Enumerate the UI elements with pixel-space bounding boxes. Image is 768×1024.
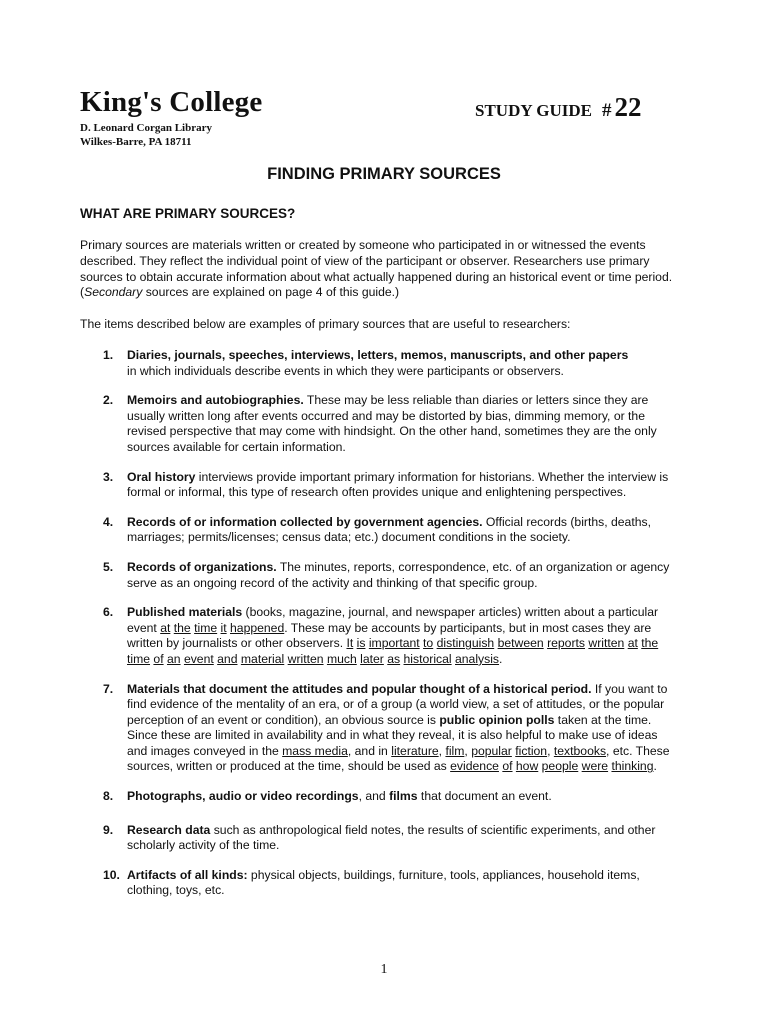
item-body bbox=[127, 560, 680, 591]
list-item bbox=[80, 470, 680, 501]
underlined-word: people bbox=[541, 759, 579, 774]
list-item bbox=[80, 605, 680, 667]
college-name: King's College bbox=[80, 86, 263, 118]
underlined-word: later bbox=[360, 651, 384, 666]
item-body bbox=[127, 868, 680, 899]
underlined-word: written bbox=[287, 651, 324, 666]
underlined-word: between bbox=[497, 636, 544, 651]
item-text: , bbox=[438, 743, 446, 758]
underlined-word: textbooks bbox=[553, 743, 607, 758]
underlined-word: evidence bbox=[450, 759, 499, 774]
item-text: that document an event. bbox=[417, 789, 552, 804]
item-body bbox=[127, 348, 680, 379]
underlined-word: how bbox=[515, 759, 539, 774]
hash-symbol: # bbox=[601, 100, 612, 121]
item-text: interviews provide important primary information for historians. Whether the interview is formal or informal, this type of research often provides unique and enlightening perspectives. bbox=[127, 469, 669, 500]
item-number: 3. bbox=[103, 469, 114, 484]
item-body bbox=[127, 789, 680, 805]
item-body bbox=[127, 823, 680, 854]
underlined-word: at bbox=[160, 620, 171, 635]
item-number: 6. bbox=[103, 605, 114, 620]
underlined-word: the bbox=[173, 620, 191, 635]
item-heading: Oral history bbox=[127, 469, 196, 484]
item-bold-phrase: public opinion polls bbox=[439, 712, 555, 727]
underlined-word: at bbox=[627, 636, 638, 651]
item-text: . These may be accounts by participants, but in most cases they are written by journalists or other observers. bbox=[127, 620, 652, 651]
item-heading: Records of or information collected by government agencies. bbox=[127, 514, 483, 529]
item-text: Official records (births, deaths, marriages; permits/licenses; census data; etc.) document conditions in the society. bbox=[127, 514, 651, 545]
underlined-word: thinking bbox=[611, 759, 654, 774]
underlined-word: happened bbox=[230, 620, 285, 635]
item-text: (books, magazine, journal, and newspaper articles) written about a particular event bbox=[127, 605, 659, 635]
underlined-word: of bbox=[153, 651, 164, 666]
item-heading: Diaries, journals, speeches, interviews, letters, memos, manuscripts, and other papers bbox=[127, 348, 629, 362]
underlined-word: distinguish bbox=[436, 636, 495, 651]
underlined-word: fiction bbox=[515, 743, 548, 758]
underlined-word: and bbox=[217, 651, 238, 666]
item-text: taken at the time. Since these are limited in availability and in what they reveal, it is also helpful to make use of ideas and images conveyed in the bbox=[127, 712, 658, 758]
item-text: . bbox=[653, 759, 657, 774]
study-guide-number: 22 bbox=[614, 92, 642, 122]
underlined-word: event bbox=[183, 651, 214, 666]
underlined-word: to bbox=[423, 636, 434, 651]
item-text: , bbox=[547, 743, 554, 758]
primary-sources-list bbox=[80, 348, 680, 899]
library-address: Wilkes-Barre, PA 18711 bbox=[80, 136, 192, 148]
page-number: 1 bbox=[380, 962, 388, 977]
item-number: 7. bbox=[103, 681, 114, 696]
item-text: , and bbox=[358, 789, 390, 804]
underlined-word: an bbox=[166, 651, 181, 666]
item-text: physical objects, buildings, furniture, tools, appliances, household items, clothing, toys, etc. bbox=[127, 867, 640, 898]
underlined-word: historical bbox=[403, 651, 452, 666]
underlined-word: of bbox=[502, 759, 513, 774]
item-heading: Published materials bbox=[127, 605, 243, 620]
intro-paragraph bbox=[80, 238, 680, 301]
intro-text-1: Primary sources are materials written or created by someone who participated in or witnessed the events described. They reflect the individual point of view of the participant or observer. Researchers use primary sources to obtain accurate information about what actually happened during an historical event or time period. ( bbox=[80, 238, 673, 300]
item-body bbox=[127, 515, 680, 546]
item-body bbox=[127, 393, 680, 455]
list-item bbox=[80, 515, 680, 546]
underlined-word: popular bbox=[471, 743, 512, 758]
underlined-word: reports bbox=[547, 636, 585, 651]
list-item bbox=[80, 348, 680, 379]
item-number: 5. bbox=[103, 559, 114, 574]
list-item bbox=[80, 560, 680, 591]
underlined-word: were bbox=[581, 759, 609, 774]
item-text: The minutes, reports, correspondence, etc. of an organization or agency serve as an ongoing record of the activity and thinking of that specific group. bbox=[127, 559, 670, 590]
item-heading: Memoirs and autobiographies. bbox=[127, 393, 304, 408]
section-heading: WHAT ARE PRIMARY SOURCES? bbox=[80, 206, 296, 221]
list-item bbox=[80, 823, 680, 854]
underlined-word: important bbox=[368, 636, 420, 651]
item-text: If you want to find evidence of the mentality of an era, or of a group (a world view, a set of attitudes, or the popular perception of an event or condition), an obvious source is bbox=[127, 681, 668, 727]
underlined-word: analysis bbox=[455, 651, 500, 666]
item-heading: Materials that document the attitudes and popular thought of a historical period. bbox=[127, 681, 592, 696]
underlined-word: written bbox=[588, 636, 625, 651]
library-name: D. Leonard Corgan Library bbox=[80, 122, 212, 134]
document-title: FINDING PRIMARY SOURCES bbox=[267, 165, 501, 183]
underlined-word: it bbox=[220, 620, 227, 635]
underlined-word: literature bbox=[391, 743, 439, 758]
study-guide-label bbox=[475, 92, 641, 123]
item-text: , bbox=[464, 743, 472, 758]
item-number: 10. bbox=[103, 867, 120, 882]
underlined-word: the bbox=[641, 636, 659, 651]
item-heading: Artifacts of all kinds: bbox=[127, 867, 248, 882]
list-item bbox=[80, 868, 680, 899]
item-text: , and in bbox=[347, 743, 392, 758]
underlined-word: It bbox=[346, 636, 354, 651]
item-heading: Records of organizations. bbox=[127, 559, 277, 574]
underlined-word: material bbox=[240, 651, 285, 666]
item-text: These may be less reliable than diaries or letters since they are usually written long after events occurred and may be distorted by bias, dimming memory, or the revised perspective that may come with hindsight. On the other hand, sometimes they are the only sources available for certain information. bbox=[127, 393, 657, 454]
lead-paragraph: The items described below are examples of primary sources that are useful to researchers: bbox=[80, 317, 571, 331]
item-body bbox=[127, 605, 680, 667]
study-guide-text: STUDY GUIDE bbox=[475, 101, 592, 120]
list-item bbox=[80, 393, 680, 455]
item-body bbox=[127, 682, 680, 776]
intro-italic: Secondary bbox=[84, 285, 143, 300]
underlined-word: is bbox=[356, 636, 366, 651]
item-number: 1. bbox=[103, 348, 114, 362]
item-number: 4. bbox=[103, 514, 114, 529]
item-heading: Research data bbox=[127, 822, 211, 837]
item-number: 9. bbox=[103, 822, 114, 837]
item-bold-phrase: films bbox=[389, 789, 418, 804]
underlined-word: time bbox=[194, 620, 218, 635]
list-item bbox=[80, 682, 680, 776]
underlined-word: much bbox=[326, 651, 357, 666]
item-text: such as anthropological field notes, the results of scientific experiments, and other scholarly activity of the time. bbox=[127, 822, 656, 853]
underlined-word: mass media bbox=[282, 743, 348, 758]
intro-text-2: sources are explained on page 4 of this guide.) bbox=[142, 285, 400, 300]
item-heading: Photographs, audio or video recordings bbox=[127, 789, 359, 804]
item-number: 8. bbox=[103, 789, 114, 804]
underlined-word: time bbox=[127, 651, 151, 666]
item-body bbox=[127, 470, 680, 501]
underlined-word: as bbox=[387, 651, 401, 666]
item-text: . bbox=[499, 651, 503, 666]
item-number: 2. bbox=[103, 393, 114, 408]
item-text: , etc. These sources, written or produced at the time, should be used as bbox=[127, 743, 670, 774]
list-item bbox=[80, 789, 680, 805]
item-text: in which individuals describe events in which they were participants or observers. bbox=[127, 363, 564, 378]
underlined-word: film bbox=[445, 743, 465, 758]
